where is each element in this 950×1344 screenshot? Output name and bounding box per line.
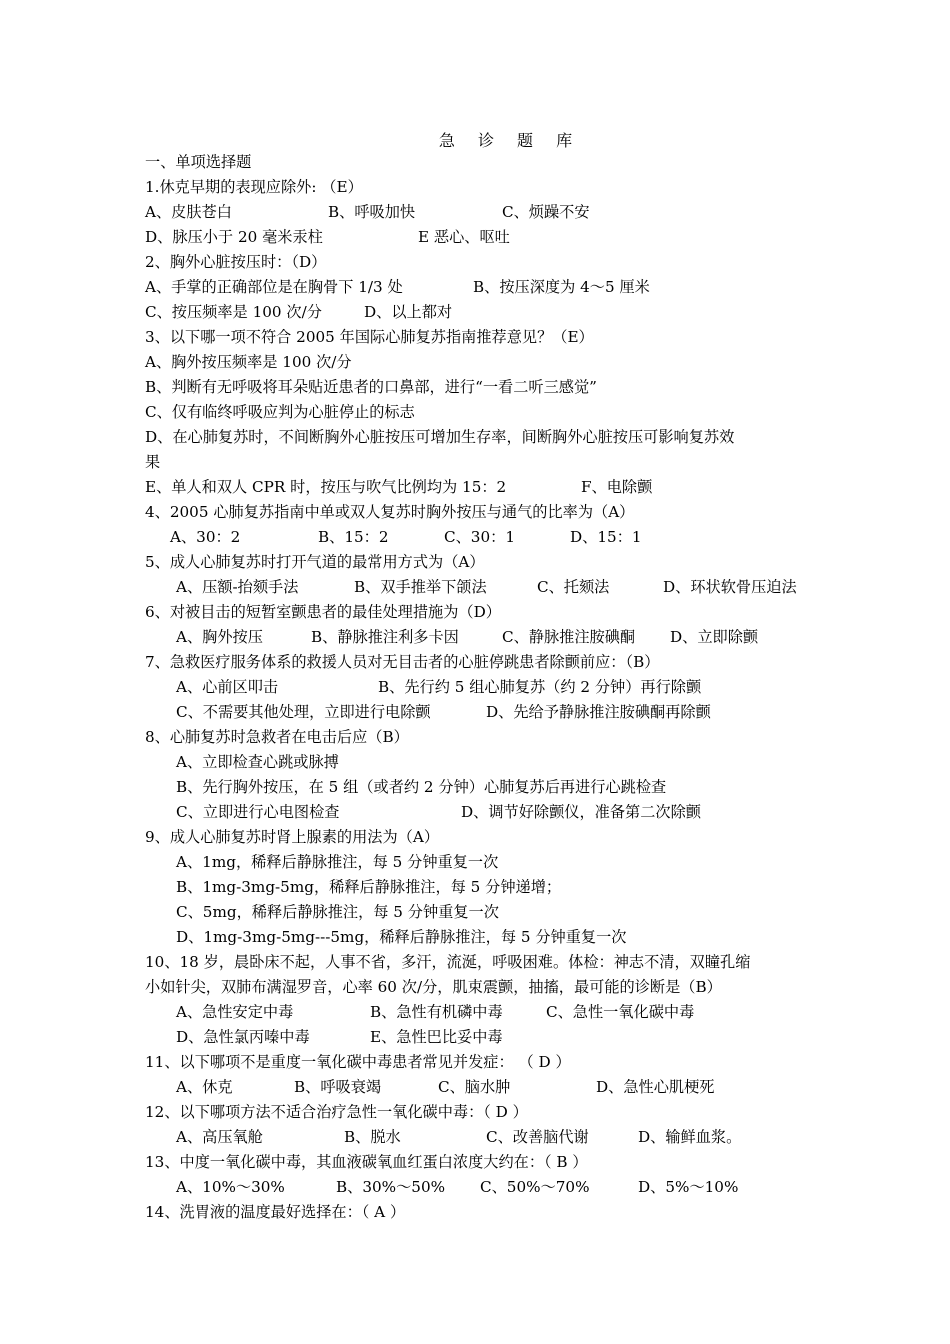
option: B、呼吸衰竭 bbox=[294, 1078, 382, 1096]
option: A、压额-抬颏手法 bbox=[176, 578, 299, 596]
question-stem: 7、急救医疗服务体系的救援人员对无目击者的心脏停跳患者除颤前应：（B） bbox=[145, 653, 660, 671]
option: B、脱水 bbox=[344, 1128, 401, 1146]
option: A、10%～30% bbox=[176, 1178, 285, 1196]
option: B、30%～50% bbox=[336, 1178, 446, 1196]
section-heading: 一、单项选择题 bbox=[145, 153, 252, 171]
option: B、先行胸外按压，在 5 组（或者约 2 分钟）心肺复苏后再进行心跳检查 bbox=[176, 778, 667, 796]
option: D、5%～10% bbox=[638, 1178, 739, 1196]
option: C、立即进行心电图检查 bbox=[176, 803, 340, 821]
option: A、胸外按压频率是 100 次/分 bbox=[145, 353, 352, 371]
option: B、按压深度为 4～5 厘米 bbox=[473, 278, 650, 296]
question-stem: 10、18 岁，晨卧床不起，人事不省，多汗，流涎，呼吸困难。体检：神志不清，双瞳孔缩 bbox=[145, 953, 751, 971]
option: B、急性有机磷中毒 bbox=[370, 1003, 503, 1021]
option: C、改善脑代谢 bbox=[486, 1128, 589, 1146]
question-stem: 12、以下哪项方法不适合治疗急性一氧化碳中毒：（ D ） bbox=[145, 1103, 528, 1121]
option: B、双手推举下颌法 bbox=[354, 578, 487, 596]
question-stem: 5、成人心肺复苏时打开气道的最常用方式为（A） bbox=[145, 553, 485, 571]
option: C、急性一氧化碳中毒 bbox=[546, 1003, 695, 1021]
option: D、先给予静脉推注胺碘酮再除颤 bbox=[486, 703, 711, 721]
option: A、急性安定中毒 bbox=[176, 1003, 294, 1021]
question-stem: 3、以下哪一项不符合 2005 年国际心肺复苏指南推荐意见？（E） bbox=[145, 328, 594, 346]
option: D、急性心肌梗死 bbox=[596, 1078, 715, 1096]
question-stem: 9、成人心肺复苏时肾上腺素的用法为（A） bbox=[145, 828, 440, 846]
option: C、静脉推注胺碘酮 bbox=[502, 628, 636, 646]
option: E、单人和双人 CPR 时，按压与吹气比例均为 15：2 bbox=[145, 478, 507, 496]
option: C、烦躁不安 bbox=[502, 203, 590, 221]
option: E、急性巴比妥中毒 bbox=[370, 1028, 503, 1046]
question-stem: 2、胸外心脏按压时：（D） bbox=[145, 253, 327, 271]
option: D、在心肺复苏时，不间断胸外心脏按压可增加生存率，间断胸外心脏按压可影响复苏效 bbox=[145, 428, 735, 446]
option: A、心前区叩击 bbox=[176, 678, 279, 696]
page-title: 急 诊 题 库 bbox=[438, 131, 582, 150]
option: A、胸外按压 bbox=[176, 628, 263, 646]
option-continuation: 果 bbox=[145, 453, 161, 471]
option: A、立即检查心跳或脉搏 bbox=[176, 753, 339, 771]
question-stem: 1.休克早期的表现应除外: （E） bbox=[145, 178, 363, 196]
option: C、30：1 bbox=[444, 528, 515, 546]
question-stem: 11、以下哪项不是重度一氧化碳中毒患者常见并发症： （ D ） bbox=[145, 1053, 571, 1071]
option: A、高压氧舱 bbox=[176, 1128, 263, 1146]
option: D、环状软骨压迫法 bbox=[663, 578, 797, 596]
option: A、30：2 bbox=[170, 528, 241, 546]
option: A、皮肤苍白 bbox=[145, 203, 232, 221]
option: D、急性氯丙嗪中毒 bbox=[176, 1028, 310, 1046]
question-stem: 8、心肺复苏时急救者在电击后应（B） bbox=[145, 728, 409, 746]
option: C、托颏法 bbox=[537, 578, 610, 596]
option: C、50%～70% bbox=[480, 1178, 590, 1196]
option: D、立即除颤 bbox=[670, 628, 759, 646]
question-stem: 4、2005 心肺复苏指南中单或双人复苏时胸外按压与通气的比率为（A） bbox=[145, 503, 635, 521]
option: C、5mg，稀释后静脉推注，每 5 分钟重复一次 bbox=[176, 903, 499, 921]
option: C、仅有临终呼吸应判为心脏停止的标志 bbox=[145, 403, 415, 421]
option: D、15：1 bbox=[570, 528, 642, 546]
option: E 恶心、呕吐 bbox=[418, 228, 510, 246]
option: C、不需要其他处理，立即进行电除颤 bbox=[176, 703, 431, 721]
question-stem: 13、中度一氧化碳中毒，其血液碳氧血红蛋白浓度大约在：（ B ） bbox=[145, 1153, 588, 1171]
option: A、手掌的正确部位是在胸骨下 1/3 处 bbox=[145, 278, 403, 296]
option: B、呼吸加快 bbox=[328, 203, 416, 221]
option: B、先行约 5 组心肺复苏（约 2 分钟）再行除颤 bbox=[378, 678, 702, 696]
option: D、输鲜血浆。 bbox=[638, 1128, 742, 1146]
option: D、脉压小于 20 毫米汞柱 bbox=[145, 228, 323, 246]
option: A、1mg，稀释后静脉推注，每 5 分钟重复一次 bbox=[176, 853, 499, 871]
option: D、调节好除颤仪，准备第二次除颤 bbox=[461, 803, 701, 821]
option: C、脑水肿 bbox=[438, 1078, 511, 1096]
option: A、休克 bbox=[176, 1078, 233, 1096]
option: B、静脉推注利多卡因 bbox=[311, 628, 459, 646]
option: B、判断有无呼吸将耳朵贴近患者的口鼻部，进行“一看二听三感觉” bbox=[145, 378, 597, 396]
question-stem-continuation: 小如针尖，双肺布满湿罗音，心率 60 次/分，肌束震颤，抽搐，最可能的诊断是（B） bbox=[145, 978, 722, 996]
option: D、以上都对 bbox=[364, 303, 453, 321]
question-stem: 6、对被目击的短暂室颤患者的最佳处理措施为（D） bbox=[145, 603, 501, 621]
option: F、电除颤 bbox=[581, 478, 653, 496]
question-stem: 14、洗胃液的温度最好选择在：（ A ） bbox=[145, 1203, 406, 1221]
option: D、1mg-3mg-5mg---5mg，稀释后静脉推注，每 5 分钟重复一次 bbox=[176, 928, 627, 946]
option: B、15：2 bbox=[318, 528, 389, 546]
option: C、按压频率是 100 次/分 bbox=[145, 303, 322, 321]
option: B、1mg-3mg-5mg，稀释后静脉推注，每 5 分钟递增； bbox=[176, 878, 562, 896]
